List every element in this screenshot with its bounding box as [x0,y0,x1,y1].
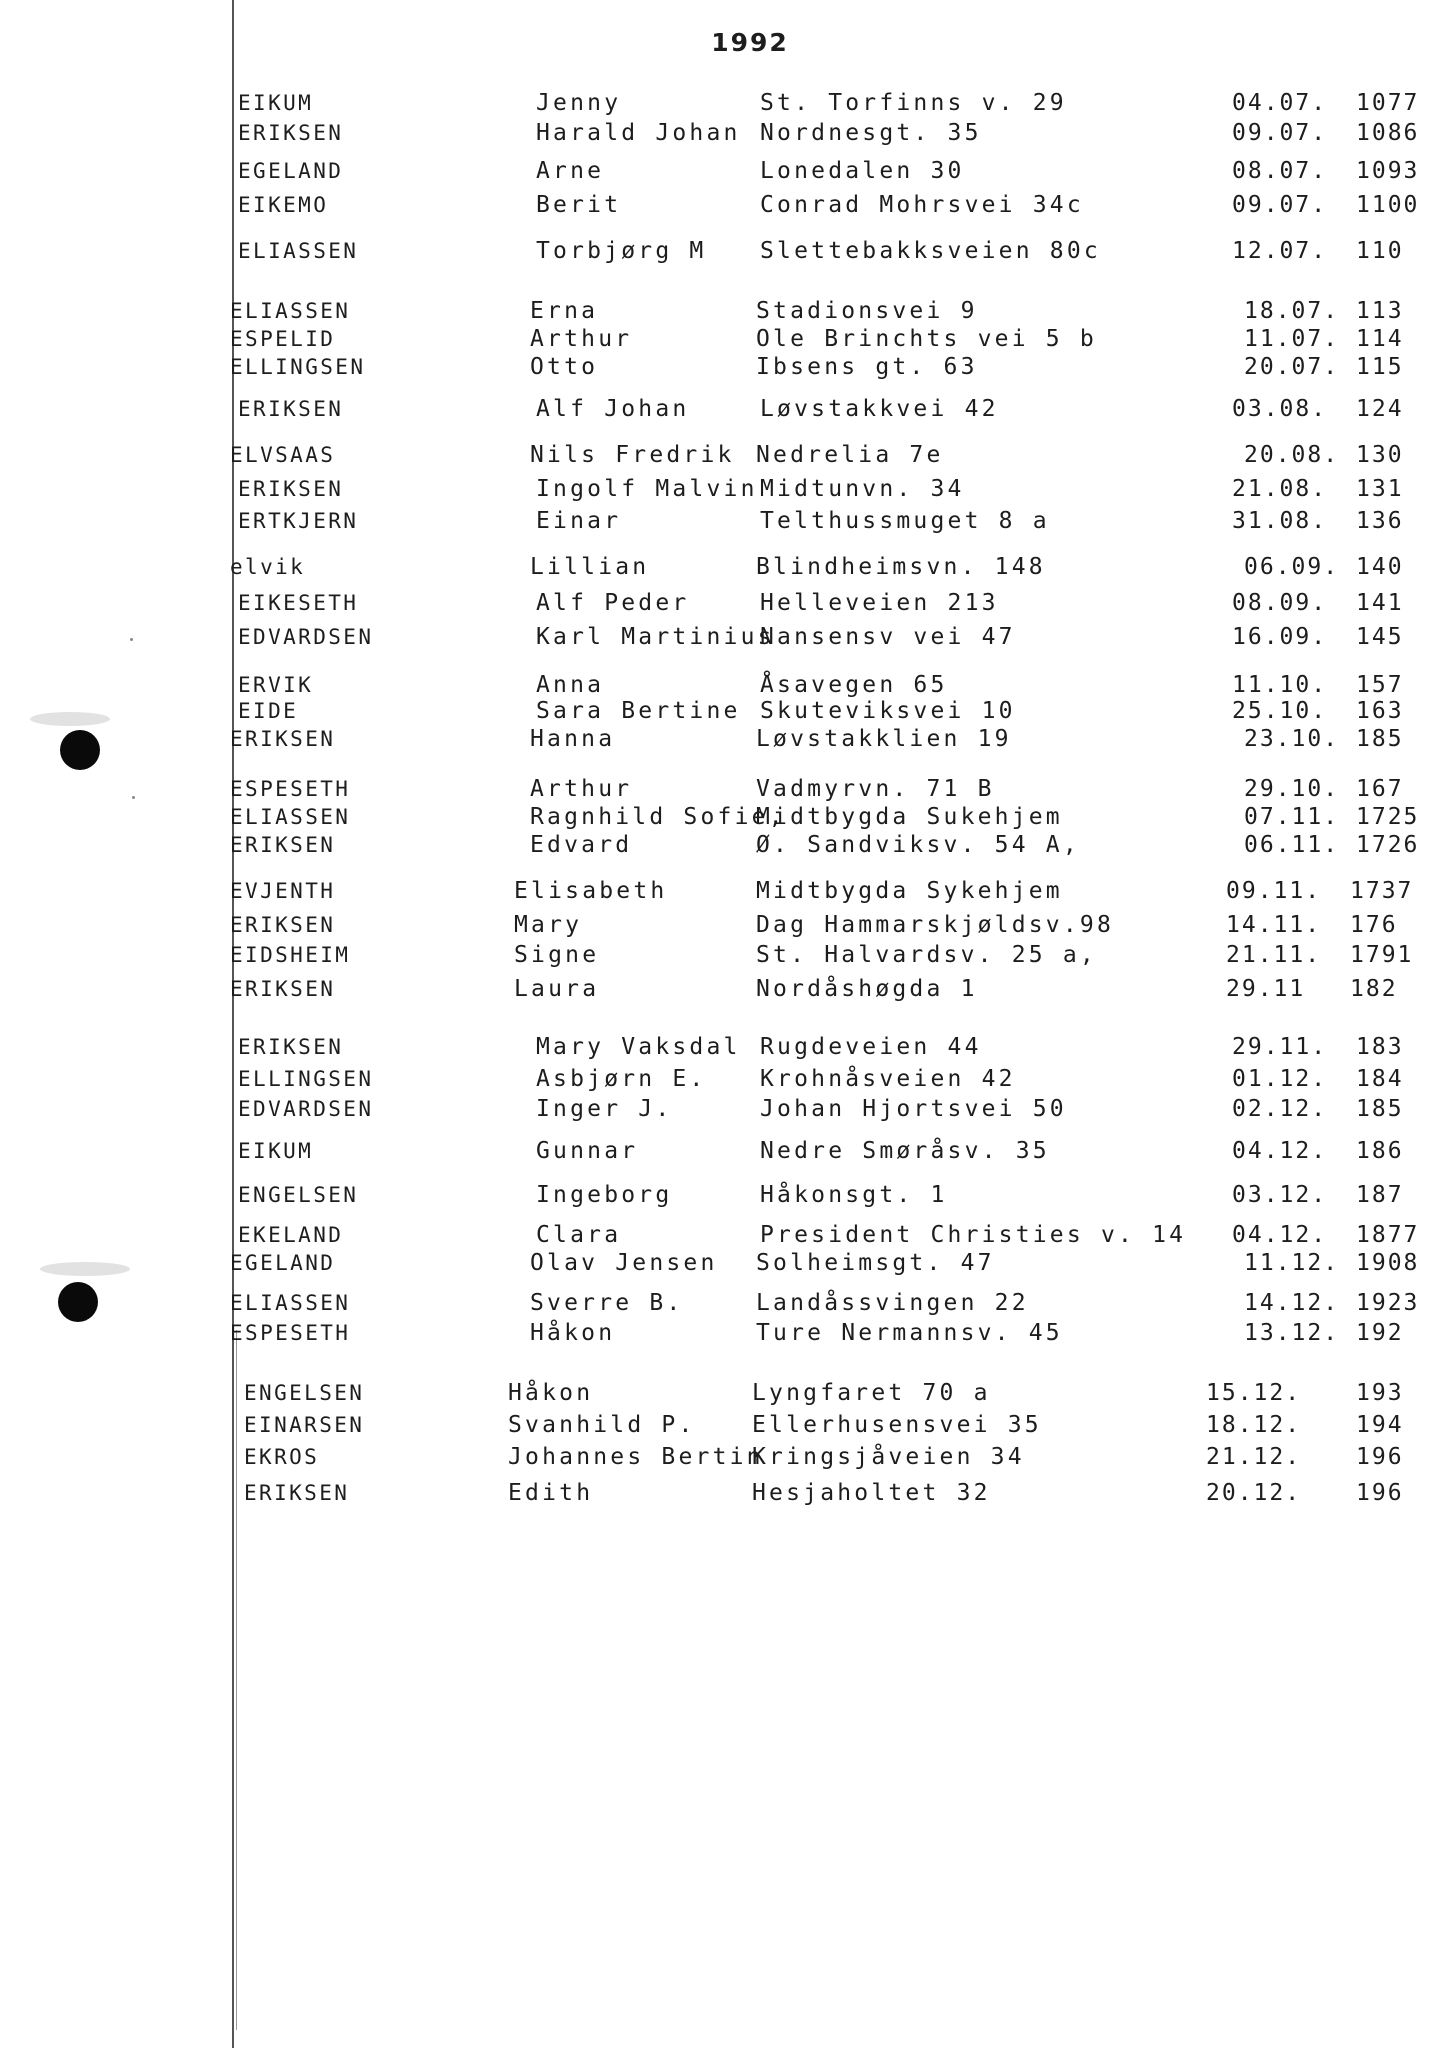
entry-first-name: Signe [514,942,600,968]
entry-number: 192 [1356,1320,1404,1346]
entry-number: 185 [1356,1096,1404,1122]
entry-surname: ELIASSEN [230,299,351,323]
entry-row [0,236,1456,266]
entry-surname: ENGELSEN [238,1183,359,1207]
entry-row [0,1478,1456,1508]
entry-number: 1100 [1356,192,1420,218]
entry-number: 1725 [1356,804,1420,830]
entry-number: 110 [1356,238,1404,264]
entry-date: 14.12. [1244,1290,1340,1316]
entry-surname: ELIASSEN [230,1291,351,1315]
entry-surname: ERIKSEN [238,397,344,421]
entry-surname: ENGELSEN [244,1381,365,1405]
entry-row [0,1248,1456,1278]
entry-surname: ESPESETH [230,1321,351,1345]
entry-date: 25.10. [1232,698,1328,724]
entry-first-name: Håkon [508,1380,594,1406]
entry-row [0,352,1456,382]
entry-number: 157 [1356,672,1404,698]
entry-first-name: Ingolf Malvin [536,476,758,502]
entry-number: 182 [1350,976,1398,1002]
entry-number: 1093 [1356,158,1420,184]
entry-address: Ellerhusensvei 35 [752,1412,1042,1438]
entry-address: St. Torfinns v. 29 [760,90,1067,116]
entry-row [0,588,1456,618]
entry-first-name: Anna [536,672,605,698]
entry-surname: EINARSEN [244,1413,365,1437]
entry-surname: EKELAND [238,1223,344,1247]
entry-address: Løvstakkvei 42 [760,396,999,422]
entry-number: 176 [1350,912,1398,938]
entry-row [0,118,1456,148]
entry-address: Dag Hammarskjøldsv.98 [756,912,1114,938]
entry-surname: ERIKSEN [238,1035,344,1059]
entry-address: Lyngfaret 70 a [752,1380,991,1406]
entry-address: Telthussmuget 8 a [760,508,1050,534]
entry-number: 1877 [1356,1222,1420,1248]
entry-row [0,802,1456,832]
entry-row [0,1288,1456,1318]
entry-number: 1737 [1350,878,1414,904]
entry-first-name: Edvard [530,832,633,858]
entry-surname: EIKEMO [238,193,329,217]
entry-row [0,1220,1456,1250]
entry-number: 163 [1356,698,1404,724]
entry-date: 11.12. [1244,1250,1340,1276]
entry-number: 184 [1356,1066,1404,1092]
entry-date: 06.09. [1244,554,1340,580]
entry-date: 29.11 [1226,976,1306,1002]
entry-row [0,440,1456,470]
entry-row [0,296,1456,326]
entry-address: Hesjaholtet 32 [752,1480,991,1506]
entry-surname: ERIKSEN [230,833,336,857]
entry-number: 115 [1356,354,1404,380]
entry-date: 03.08. [1232,396,1328,422]
entry-number: 131 [1356,476,1404,502]
entry-address: St. Halvardsv. 25 a, [756,942,1097,968]
entry-row [0,324,1456,354]
entry-address: President Christies v. 14 [760,1222,1187,1248]
entry-surname: EDVARDSEN [238,625,374,649]
entry-row [0,696,1456,726]
entry-first-name: Arne [536,158,605,184]
entry-address: Nordåshøgda 1 [756,976,978,1002]
entry-number: 196 [1356,1480,1404,1506]
entry-first-name: Einar [536,508,622,534]
entry-date: 08.09. [1232,590,1328,616]
entry-first-name: Ragnhild Sofie, [530,804,786,830]
entry-number: 1086 [1356,120,1420,146]
entry-date: 11.07. [1244,326,1340,352]
entry-address: Stadionsvei 9 [756,298,978,324]
entry-first-name: Arthur [530,776,633,802]
entry-number: 185 [1356,726,1404,752]
entry-date: 12.07. [1232,238,1328,264]
entry-first-name: Jenny [536,90,622,116]
entry-row [0,506,1456,536]
entry-surname: ERIKSEN [238,477,344,501]
entry-surname: ERIKSEN [238,121,344,145]
entry-first-name: Berit [536,192,622,218]
entry-surname: EKROS [244,1445,320,1469]
entry-first-name: Torbjørg M [536,238,707,264]
entry-address: Løvstakklien 19 [756,726,1012,752]
entry-address: Ole Brinchts vei 5 b [756,326,1097,352]
entry-first-name: Håkon [530,1320,616,1346]
entry-row [0,394,1456,424]
entry-row [0,474,1456,504]
entry-surname: elvik [230,555,306,579]
entry-first-name: Edith [508,1480,594,1506]
entry-number: 136 [1356,508,1404,534]
entry-date: 21.12. [1206,1444,1302,1470]
entry-address: Nansensv vei 47 [760,624,1016,650]
entry-date: 18.07. [1244,298,1340,324]
entry-address: Landåssvingen 22 [756,1290,1029,1316]
entry-date: 29.11. [1232,1034,1328,1060]
entry-date: 20.07. [1244,354,1340,380]
entry-date: 04.12. [1232,1138,1328,1164]
entry-first-name: Sverre B. [530,1290,684,1316]
entry-date: 23.10. [1244,726,1340,752]
entry-surname: ERTKJERN [238,509,359,533]
entry-surname: EIKUM [238,91,314,115]
entry-surname: ESPELID [230,327,336,351]
entry-date: 01.12. [1232,1066,1328,1092]
entry-row [0,940,1456,970]
entry-first-name: Inger J. [536,1096,673,1122]
entry-date: 20.08. [1244,442,1340,468]
entry-address: Rugdeveien 44 [760,1034,982,1060]
entry-row [0,876,1456,906]
entry-row [0,190,1456,220]
entry-date: 08.07. [1232,158,1328,184]
entry-surname: EIDE [238,699,299,723]
entry-surname: ERVIK [238,673,314,697]
entry-number: 141 [1356,590,1404,616]
entry-surname: ELVSAAS [230,443,336,467]
entry-first-name: Gunnar [536,1138,639,1164]
entry-first-name: Hanna [530,726,616,752]
entry-row [0,724,1456,754]
entry-row [0,1094,1456,1124]
entry-address: Slettebakksveien 80c [760,238,1101,264]
entry-first-name: Mary Vaksdal [536,1034,741,1060]
entry-row [0,1378,1456,1408]
entry-surname: ELLINGSEN [230,355,366,379]
entry-address: Nedrelia 7e [756,442,944,468]
entry-row [0,1442,1456,1472]
entry-date: 09.07. [1232,192,1328,218]
entry-first-name: Ingeborg [536,1182,673,1208]
entry-surname: ERIKSEN [230,913,336,937]
entry-date: 03.12. [1232,1182,1328,1208]
entry-date: 14.11. [1226,912,1322,938]
entry-address: Kringsjåveien 34 [752,1444,1025,1470]
entry-surname: EVJENTH [230,879,336,903]
entry-row [0,1064,1456,1094]
entry-number: 124 [1356,396,1404,422]
entry-row [0,88,1456,118]
entry-surname: ELLINGSEN [238,1067,374,1091]
entry-date: 07.11. [1244,804,1340,830]
entry-first-name: Olav Jensen [530,1250,718,1276]
entry-address: Blindheimsvn. 148 [756,554,1046,580]
entry-number: 167 [1356,776,1404,802]
entry-surname: EDVARDSEN [238,1097,374,1121]
entry-row [0,830,1456,860]
entry-number: 1923 [1356,1290,1420,1316]
entry-address: Helleveien 213 [760,590,999,616]
entry-row [0,774,1456,804]
entry-number: 194 [1356,1412,1404,1438]
entry-date: 29.10. [1244,776,1340,802]
entry-date: 04.07. [1232,90,1328,116]
entry-number: 186 [1356,1138,1404,1164]
entry-date: 13.12. [1244,1320,1340,1346]
entry-number: 114 [1356,326,1404,352]
entry-surname: EIKUM [238,1139,314,1163]
entry-row [0,1180,1456,1210]
entry-address: Krohnåsveien 42 [760,1066,1016,1092]
entry-row [0,1136,1456,1166]
entry-address: Nedre Smøråsv. 35 [760,1138,1050,1164]
entry-address: Ture Nermannsv. 45 [756,1320,1063,1346]
entry-number: 193 [1356,1380,1404,1406]
entry-address: Lonedalen 30 [760,158,965,184]
entry-number: 1791 [1350,942,1414,968]
entry-surname: ELIASSEN [238,239,359,263]
entry-date: 15.12. [1206,1380,1302,1406]
entry-surname: EGELAND [238,159,344,183]
entry-date: 21.11. [1226,942,1322,968]
entry-row [0,156,1456,186]
entry-date: 31.08. [1232,508,1328,534]
page-year: 1992 [711,28,789,57]
entry-address: Ibsens gt. 63 [756,354,978,380]
entry-surname: ERIKSEN [230,727,336,751]
entry-row [0,622,1456,652]
entry-address: Skuteviksvei 10 [760,698,1016,724]
entry-date: 02.12. [1232,1096,1328,1122]
entry-row [0,910,1456,940]
entry-row [0,1032,1456,1062]
entry-address: Midtbygda Sukehjem [756,804,1063,830]
entry-first-name: Johannes Bertin [508,1444,764,1470]
entry-first-name: Mary [514,912,583,938]
entry-first-name: Elisabeth [514,878,668,904]
entry-first-name: Nils Fredrik [530,442,735,468]
entry-address: Solheimsgt. 47 [756,1250,995,1276]
entry-number: 1908 [1356,1250,1420,1276]
entry-address: Conrad Mohrsvei 34c [760,192,1084,218]
entry-address: Vadmyrvn. 71 B [756,776,995,802]
entry-first-name: Harald Johan [536,120,741,146]
entry-date: 09.11. [1226,878,1322,904]
entry-surname: EIDSHEIM [230,943,351,967]
entry-surname: EIKESETH [238,591,359,615]
entry-date: 16.09. [1232,624,1328,650]
entry-first-name: Alf Johan [536,396,690,422]
entry-surname: EGELAND [230,1251,336,1275]
entry-first-name: Erna [530,298,599,324]
entry-address: Håkonsgt. 1 [760,1182,948,1208]
entry-number: 113 [1356,298,1404,324]
entry-number: 140 [1356,554,1404,580]
entry-number: 183 [1356,1034,1404,1060]
entry-date: 06.11. [1244,832,1340,858]
entry-first-name: Asbjørn E. [536,1066,707,1092]
entry-first-name: Laura [514,976,600,1002]
entry-address: Ø. Sandviksv. 54 A, [756,832,1080,858]
entry-row [0,1410,1456,1440]
entry-first-name: Svanhild P. [508,1412,696,1438]
entry-address: Åsavegen 65 [760,672,948,698]
entry-first-name: Karl Martinius [536,624,775,650]
entry-date: 18.12. [1206,1412,1302,1438]
entry-number: 1077 [1356,90,1420,116]
entry-date: 20.12. [1206,1480,1302,1506]
entry-surname: ELIASSEN [230,805,351,829]
entry-row [0,552,1456,582]
entry-date: 09.07. [1232,120,1328,146]
entry-surname: ERIKSEN [230,977,336,1001]
entry-date: 11.10. [1232,672,1328,698]
entry-number: 145 [1356,624,1404,650]
entry-date: 04.12. [1232,1222,1328,1248]
entry-surname: ESPESETH [230,777,351,801]
entry-first-name: Alf Peder [536,590,690,616]
entry-number: 187 [1356,1182,1404,1208]
entry-address: Johan Hjortsvei 50 [760,1096,1067,1122]
entry-row [0,1318,1456,1348]
entry-first-name: Clara [536,1222,622,1248]
entry-address: Midtbygda Sykehjem [756,878,1063,904]
entry-first-name: Otto [530,354,599,380]
entry-date: 21.08. [1232,476,1328,502]
entry-row [0,974,1456,1004]
entry-first-name: Lillian [530,554,650,580]
entry-number: 130 [1356,442,1404,468]
entry-surname: ERIKSEN [244,1481,350,1505]
entry-number: 196 [1356,1444,1404,1470]
entry-first-name: Sara Bertine [536,698,741,724]
entry-address: Midtunvn. 34 [760,476,965,502]
entry-number: 1726 [1356,832,1420,858]
entry-address: Nordnesgt. 35 [760,120,982,146]
entry-first-name: Arthur [530,326,633,352]
